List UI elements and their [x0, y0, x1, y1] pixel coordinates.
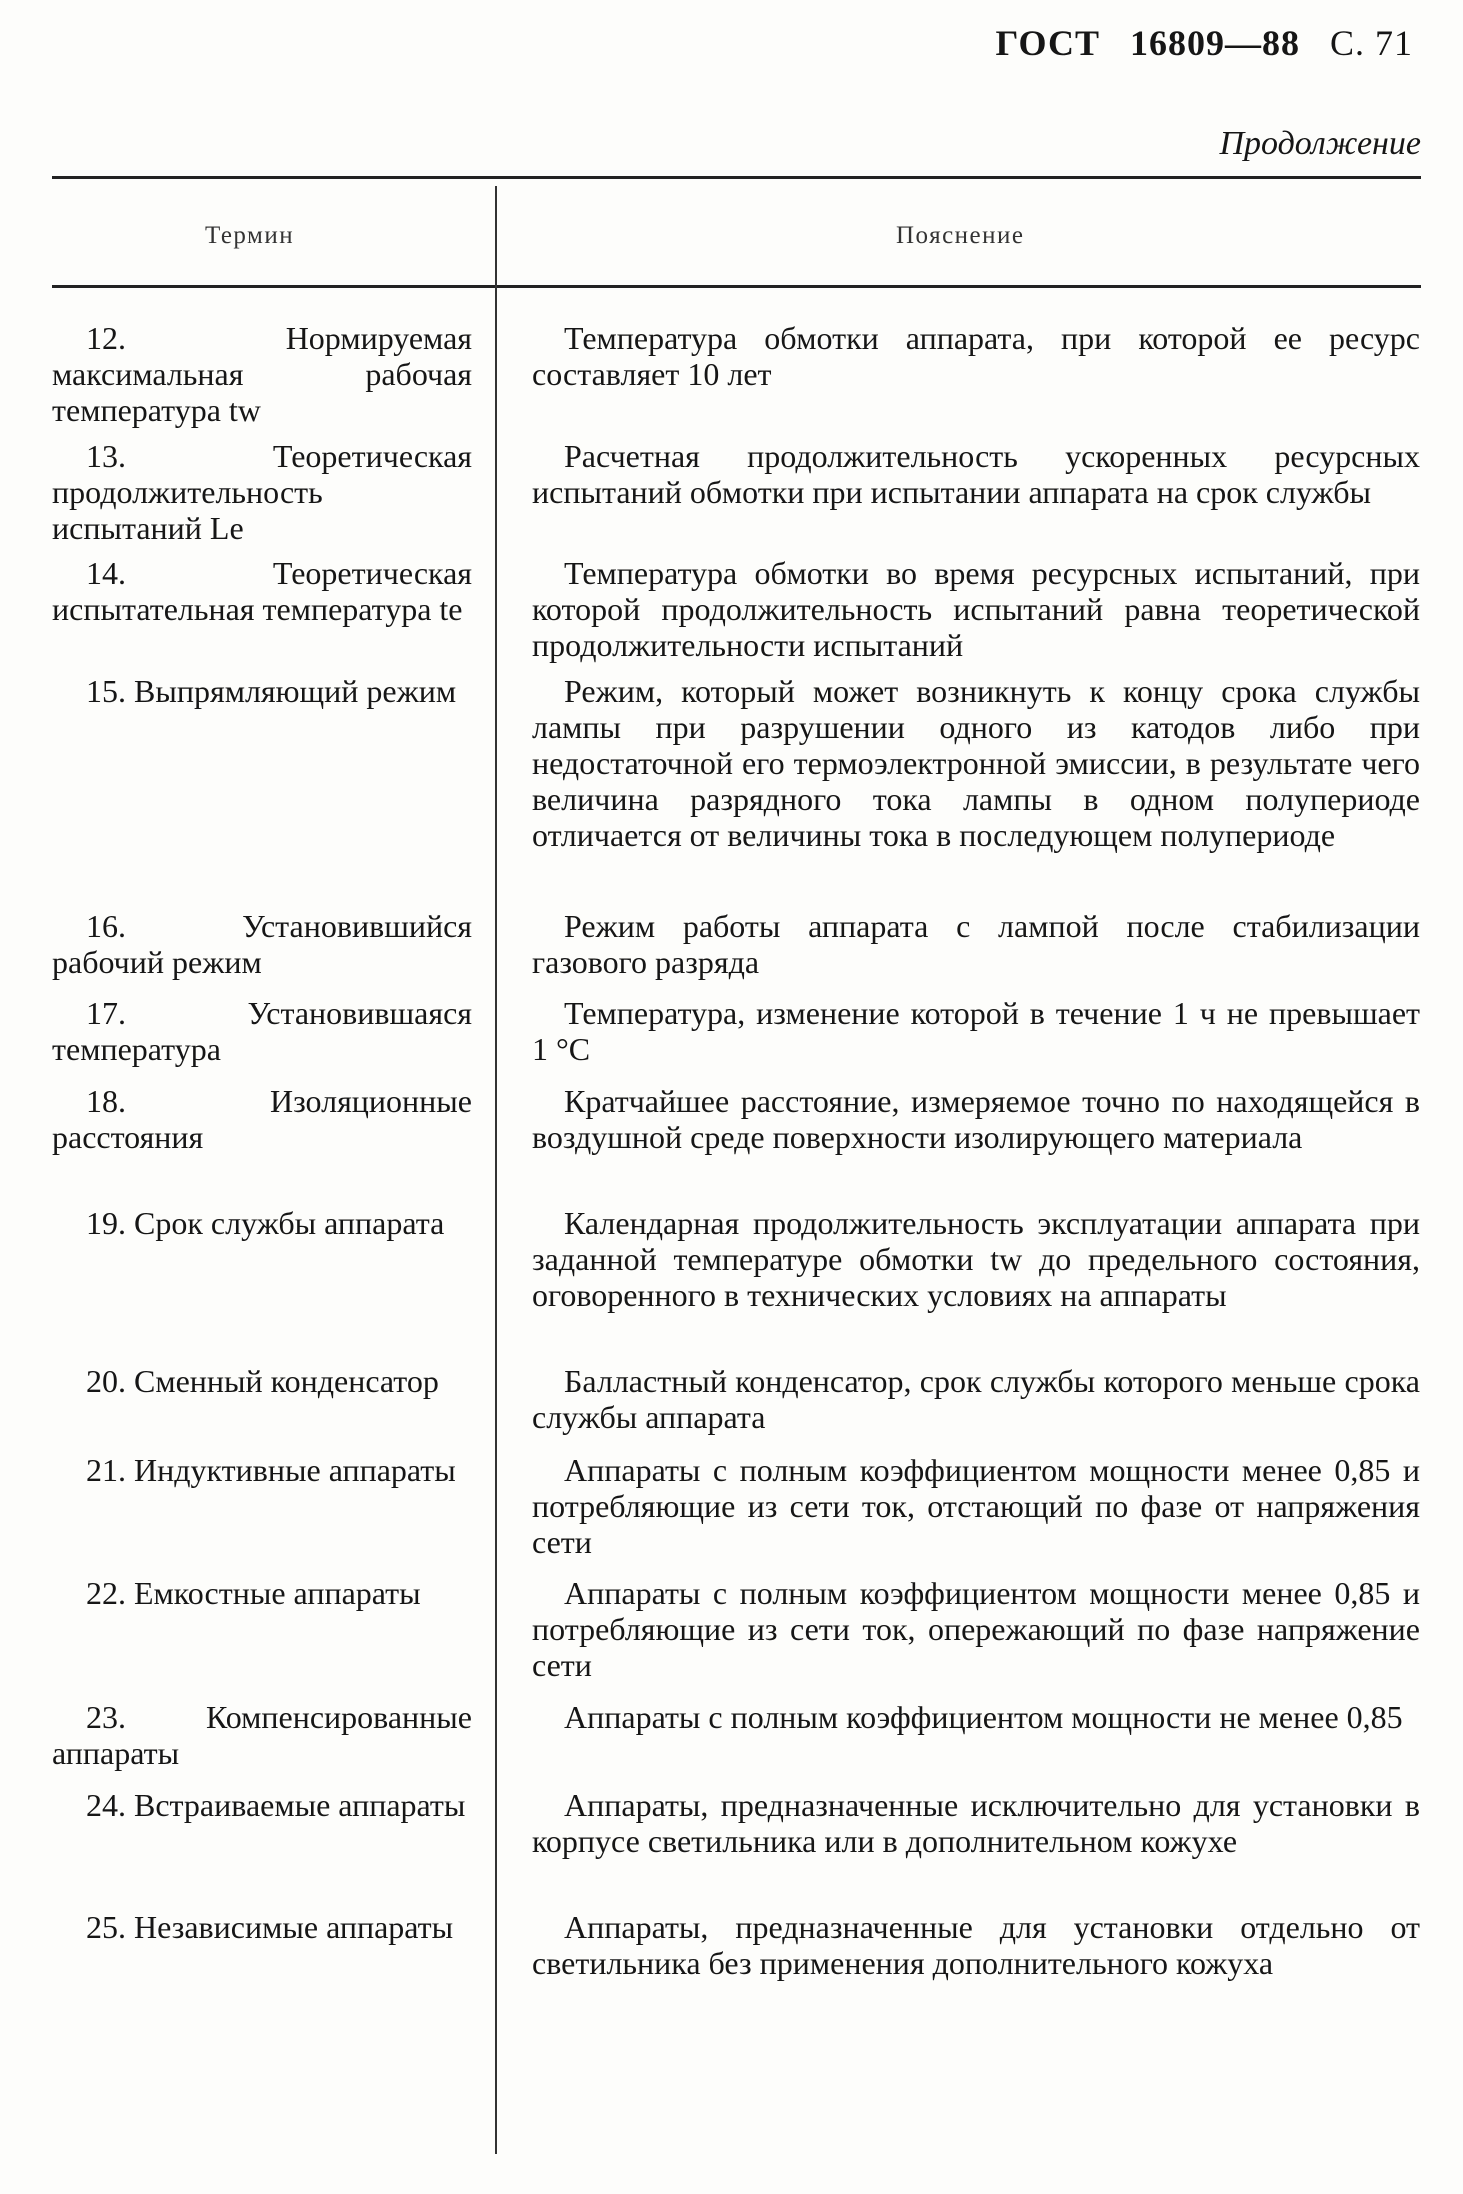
term-cell: 16. Установившийся рабочий режим	[52, 908, 472, 980]
term-cell: 22. Емкостные аппараты	[86, 1575, 421, 1611]
explanation-cell: Температура, изменение которой в течение 1 ч не превышает 1 °С	[532, 995, 1420, 1067]
explanation-cell: Режим, который может возникнуть к концу срока службы лампы при разрушении одного из катодов либо при недостаточной его термоэлектронной эмиссии, в результате чего величина разрядного тока лампы в одном полупериоде отличается от величины тока в последующем полупериоде	[532, 673, 1420, 853]
table-row	[52, 995, 1420, 1083]
explanation-cell: Расчетная продолжительность ускоренных ресурсных испытаний обмотки при испытании аппарата на срок службы	[532, 438, 1420, 510]
table-row	[52, 1452, 1420, 1575]
table-row	[52, 908, 1420, 995]
standard-label: ГОСТ	[995, 23, 1100, 63]
term-cell: 19. Срок службы аппарата	[86, 1205, 445, 1241]
table-row	[52, 438, 1420, 555]
continuation-label: Продолжение	[1219, 125, 1421, 162]
table-row	[52, 320, 1420, 438]
table-row	[52, 1363, 1420, 1452]
table-row	[52, 1205, 1420, 1363]
explanation-cell: Аппараты с полным коэффициентом мощности менее 0,85 и потребляющие из сети ток, отстающий по фазе от напряжения сети	[532, 1452, 1420, 1560]
term-cell: 17. Установившаяся температура	[52, 995, 472, 1067]
explanation-cell: Календарная продолжительность эксплуатации аппарата при заданной температуре обмотки tw до предельного состояния, оговоренного в технических условиях на аппараты	[532, 1205, 1420, 1313]
page-header	[996, 22, 1413, 64]
explanation-cell: Температура обмотки аппарата, при которой ее ресурс составляет 10 лет	[532, 320, 1420, 392]
explanation-cell: Балластный конденсатор, срок службы которого меньше срока службы аппарата	[532, 1363, 1420, 1435]
page-number: С. 71	[1329, 23, 1413, 63]
explanation-cell: Аппараты, предназначенные исключительно для установки в корпусе светильника или в дополнительном кожухе	[532, 1787, 1420, 1859]
term-cell: 21. Индуктивные аппараты	[86, 1452, 456, 1488]
explanation-cell: Аппараты с полным коэффициентом мощности не менее 0,85	[564, 1699, 1403, 1735]
column-header-term: Термин	[205, 222, 295, 249]
table-row	[52, 1575, 1420, 1699]
term-cell: 14. Теоретическая испытательная температура te	[52, 555, 472, 627]
term-cell: 12. Нормируемая максимальная рабочая температура tw	[52, 320, 472, 428]
table-row	[52, 1909, 1420, 2029]
term-cell: 24. Встраиваемые аппараты	[86, 1787, 466, 1823]
table-row	[52, 1787, 1420, 1909]
table-row	[52, 1699, 1420, 1787]
explanation-cell: Кратчайшее расстояние, измеряемое точно по находящейся в воздушной среде поверхности изолирующего материала	[532, 1083, 1420, 1155]
explanation-cell: Аппараты с полным коэффициентом мощности менее 0,85 и потребляющие из сети ток, опережающий по фазе напряжение сети	[532, 1575, 1420, 1683]
term-cell: 18. Изоляционные расстояния	[52, 1083, 472, 1155]
table-header-rule	[52, 285, 1421, 288]
column-header-explanation: Пояснение	[896, 222, 1025, 249]
explanation-cell: Режим работы аппарата с лампой после стабилизации газового разряда	[532, 908, 1420, 980]
table-top-rule	[52, 176, 1421, 179]
table-row	[52, 673, 1420, 908]
term-cell: 20. Сменный конденсатор	[86, 1363, 439, 1399]
term-cell: 25. Независимые аппараты	[86, 1909, 454, 1945]
standard-number: 16809—88	[1129, 23, 1300, 63]
explanation-cell: Аппараты, предназначенные для установки отдельно от светильника без применения дополнительного кожуха	[532, 1909, 1420, 1981]
term-cell: 13. Теоретическая продолжительность испытаний Le	[52, 438, 472, 546]
explanation-cell: Температура обмотки во время ресурсных испытаний, при которой продолжительность испытаний равна теоретической продолжительности испытаний	[532, 555, 1420, 663]
term-cell: 23. Компенсированные аппараты	[52, 1699, 472, 1771]
term-cell: 15. Выпрямляющий режим	[86, 673, 457, 709]
table-row	[52, 1083, 1420, 1205]
terms-table-body	[52, 320, 1420, 2029]
table-row	[52, 555, 1420, 673]
